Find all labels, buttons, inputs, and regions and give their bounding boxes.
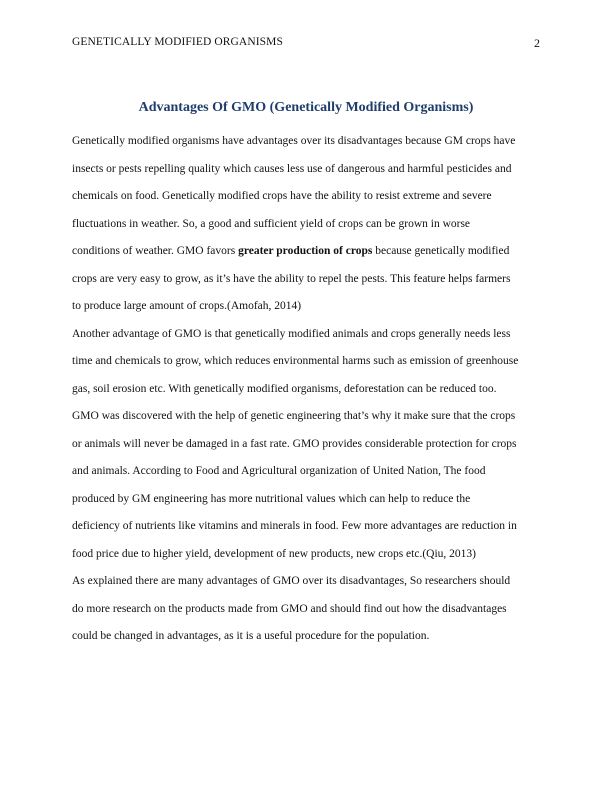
paragraph-2 bbox=[72, 321, 552, 569]
paragraph-1 bbox=[72, 128, 552, 321]
body-text bbox=[72, 128, 552, 651]
text-line: crops are very easy to grow, as it’s have the ability to repel the pests. This feature helps farmers bbox=[72, 272, 511, 285]
text-line: food price due to higher yield, development of new products, new crops etc.(Qiu, 2013) bbox=[72, 547, 476, 560]
text-line: could be changed in advantages, as it is a useful procedure for the population. bbox=[72, 630, 430, 642]
paragraph-3 bbox=[72, 568, 552, 651]
text-line: or animals will never be damaged in a fast rate. GMO provides considerable protection for crops bbox=[72, 437, 517, 450]
text-line: and animals. According to Food and Agricultural organization of United Nation, The food bbox=[72, 465, 486, 477]
text-line: insects or pests repelling quality which causes less use of dangerous and harmful pesticides and bbox=[72, 162, 512, 175]
text-line: As explained there are many advantages of GMO over its disadvantages, So researchers should bbox=[72, 575, 511, 587]
text-line: Another advantage of GMO is that genetically modified animals and crops generally needs less bbox=[72, 327, 511, 340]
text-line: time and chemicals to grow, which reduces environmental harms such as emission of greenhouse bbox=[72, 355, 519, 367]
running-head: GENETICALLY MODIFIED ORGANISMS bbox=[72, 36, 283, 48]
text-segment: conditions of weather. GMO favors bbox=[72, 245, 239, 257]
text-line: produced by GM engineering has more nutritional values which can help to reduce the bbox=[72, 492, 471, 505]
text-line bbox=[72, 238, 552, 266]
text-line: fluctuations in weather. So, a good and sufficient yield of crops can be grown in worse bbox=[72, 217, 471, 230]
bold-phrase: greater production of crops bbox=[238, 245, 373, 257]
text-line: GMO was discovered with the help of genetic engineering that’s why it make sure that the crops bbox=[72, 410, 516, 422]
text-line: Genetically modified organisms have advantages over its disadvantages because GM crops have bbox=[72, 135, 516, 147]
text-line: gas, soil erosion etc. With genetically modified organisms, deforestation can be reduced too. bbox=[72, 382, 497, 395]
text-line: to produce large amount of crops.(Amofah, 2014) bbox=[72, 300, 302, 312]
text-line: do more research on the products made from GMO and should find out how the disadvantages bbox=[72, 602, 507, 615]
text-line: chemicals on food. Genetically modified crops have the ability to resist extreme and severe bbox=[72, 190, 492, 202]
section-title: Advantages Of GMO (Genetically Modified Organisms) bbox=[138, 100, 474, 115]
text-line: deficiency of nutrients like vitamins and minerals in food. Few more advantages are reduction in bbox=[72, 520, 517, 532]
page-number: 2 bbox=[534, 36, 540, 50]
text-segment: because genetically modified bbox=[372, 245, 510, 257]
